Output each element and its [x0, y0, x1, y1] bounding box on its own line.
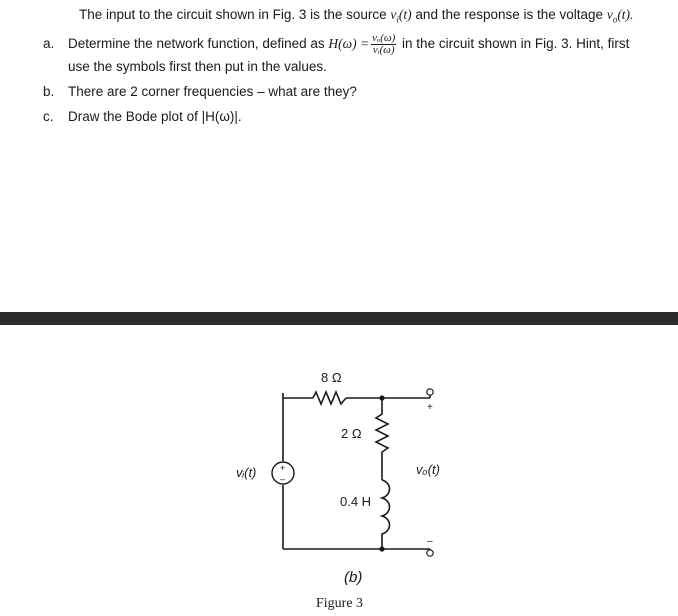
source-label: vᵢ(t) — [236, 465, 257, 480]
output-plus: + — [427, 402, 433, 413]
vi-symbol: $v_i(t)$ — [390, 7, 412, 25]
resistor-8ohm — [313, 392, 346, 404]
junction-top — [379, 395, 384, 400]
terminal-top — [427, 389, 433, 395]
resistor-2ohm — [376, 398, 388, 480]
problem-intro: The input to the circuit shown in Fig. 3 is the source $v_i(t)$ and the response is the voltage $v_o(t)$. — [79, 7, 634, 25]
inductor-label: 0.4 H — [340, 494, 372, 509]
vo-symbol: $v_o(t)$. — [606, 7, 634, 25]
part-b-marker: b. — [43, 84, 55, 99]
inductor-0-4h — [382, 480, 390, 549]
output-label: vₒ(t) — [416, 462, 440, 477]
h-omega: H(ω) = — [328, 36, 370, 52]
r1-label: 8 Ω — [321, 370, 342, 385]
part-b-text: There are 2 corner frequencies – what are they? — [68, 84, 357, 99]
source-plus: + — [280, 463, 286, 473]
junction-bottom — [379, 546, 384, 551]
part-a-text: Determine the network function, defined as H(ω) = $\frac{\text{vₒ(ω)}}{\text{vᵢ(ω)}}$ in the circuit shown in Fig. 3. Hint, first — [68, 32, 630, 56]
r2-label: 2 Ω — [341, 426, 362, 441]
output-minus: – — [427, 536, 433, 547]
transfer-fraction: $\frac{\text{vₒ(ω)}}{\text{vᵢ(ω)}}$ — [372, 32, 396, 56]
part-a-line2: use the symbols first then put in the values. — [68, 59, 327, 74]
part-c-text: Draw the Bode plot of |H(ω)|. — [68, 109, 242, 124]
terminal-bottom — [427, 550, 433, 556]
subfigure-label: (b) — [344, 569, 363, 586]
part-c-marker: c. — [43, 109, 54, 124]
part-a-marker: a. — [43, 36, 55, 51]
figure-caption: Figure 3 — [316, 596, 364, 611]
source-minus: – — [280, 474, 286, 484]
wire-top-left — [283, 393, 313, 398]
